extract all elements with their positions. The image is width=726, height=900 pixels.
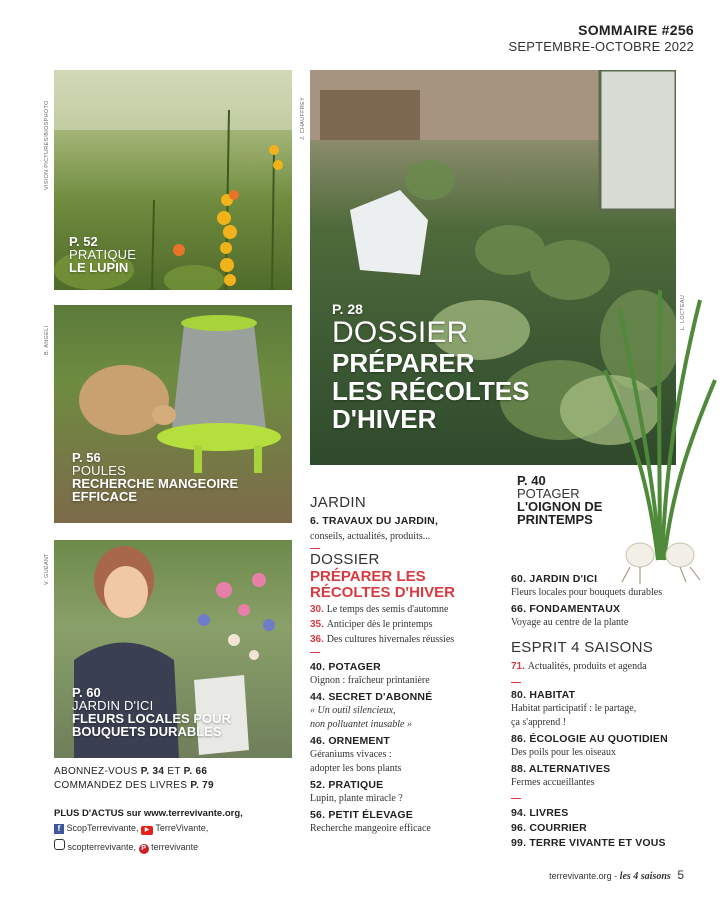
facebook-handle[interactable]: ScopTerrevivante,: [66, 823, 139, 833]
youtube-icon[interactable]: ▶: [141, 826, 153, 835]
toc-num: 30.: [310, 604, 324, 615]
dossier-category: DOSSIER: [332, 316, 469, 349]
facebook-icon[interactable]: f: [54, 824, 64, 834]
pinterest-handle[interactable]: terrevivante: [151, 842, 199, 852]
toc-secret[interactable]: 44. SECRET D'ABONNÉ: [310, 691, 433, 703]
divider: [310, 548, 320, 549]
dossier-toc-title-2[interactable]: RÉCOLTES D'HIVER: [310, 584, 455, 601]
page-footer: [549, 868, 684, 882]
toc-livres[interactable]: 94. LIVRES: [511, 807, 569, 819]
esprit-heading: ESPRIT 4 SAISONS: [511, 639, 654, 656]
page-number: 5: [677, 868, 684, 882]
youtube-handle[interactable]: TerreVivante,: [155, 823, 209, 833]
toc-pratique[interactable]: 52. PRATIQUE: [310, 779, 384, 791]
divider: [511, 682, 521, 683]
toc-fondamentaux[interactable]: 66. FONDAMENTAUX: [511, 603, 621, 615]
photo-credit: L. LOCTEAU: [680, 294, 686, 330]
toc-ornement[interactable]: 46. ORNEMENT: [310, 735, 390, 747]
toc-terre-vivante[interactable]: 99. TERRE VIVANTE ET VOUS: [511, 837, 666, 849]
toc-jardin-sub: conseils, actualités, produits...: [310, 531, 431, 542]
toc-num: 71.: [511, 661, 525, 672]
subscribe-line: [54, 766, 214, 777]
onion-illustration: [600, 290, 720, 590]
photo-credit: J. CHAUFFREY: [300, 96, 306, 140]
toc-dossier-item-1[interactable]: [310, 602, 454, 617]
website-link[interactable]: sur www.terrevivante.org,: [126, 808, 243, 819]
toc-potager[interactable]: 40. POTAGER: [310, 661, 381, 673]
oignon-page: P. 40: [517, 473, 546, 488]
toc-habitat-sub-2: ça s'apprend !: [511, 717, 567, 728]
toc-num: 35.: [310, 619, 324, 630]
toc-ornement-sub-1: Géraniums vivaces :: [310, 749, 392, 760]
more-news-label: PLUS D'ACTUS: [54, 808, 124, 819]
jardin-category: JARDIN D'ICI: [72, 698, 154, 713]
jardin-heading: JARDIN: [310, 494, 366, 511]
instagram-handle[interactable]: scopterrevivante,: [67, 842, 137, 852]
lupin-title: LE LUPIN: [69, 260, 129, 275]
toc-ornement-sub-2: adopter les bons plants: [310, 763, 402, 774]
books-label: COMMANDEZ DES LIVRES: [54, 780, 188, 791]
dossier-title-line2: LES RÉCOLTES: [332, 376, 530, 406]
footer-brand: les 4 saisons: [619, 871, 671, 882]
books-page-link[interactable]: P. 79: [190, 780, 214, 791]
photo-credit: VISION PICTURES/BIOSPHOTO: [44, 100, 50, 190]
jardin-title-line1: FLEURS LOCALES POUR: [72, 711, 231, 726]
lupin-category: PRATIQUE: [69, 247, 137, 262]
oignon-title-line2: PRINTEMPS: [517, 512, 593, 527]
toc-secret-sub-1: « Un outil silencieux,: [310, 705, 396, 716]
toc-jardin-ici[interactable]: 60. JARDIN D'ICI: [511, 573, 598, 585]
more-news-line: [54, 808, 243, 819]
dossier-title-line1: PRÉPARER: [332, 348, 475, 378]
dossier-page: P. 28: [332, 301, 363, 317]
toc-text: Des cultures hivernales réussies: [326, 634, 455, 645]
lupin-page: P. 52: [69, 234, 98, 249]
toc-alternatives-sub: Fermes accueillantes: [511, 777, 595, 788]
subscribe-page-link-2[interactable]: P. 66: [183, 766, 208, 777]
toc-secret-sub-2: non polluantet inusable »: [310, 719, 412, 730]
subscribe-page-link[interactable]: P. 34: [140, 766, 165, 777]
toc-fondamentaux-sub: Voyage au centre de la plante: [511, 617, 629, 628]
books-line: [54, 780, 214, 791]
toc-potager-sub: Oignon : fraîcheur printanière: [310, 675, 430, 686]
toc-dossier-item-2[interactable]: [310, 617, 454, 632]
toc-text: Actualités, produits et agenda: [527, 661, 647, 672]
oignon-title-line1: L'OIGNON DE: [517, 499, 603, 514]
toc-ecologie-sub: Des poils pour les oiseaux: [511, 747, 616, 758]
toc-ecologie[interactable]: 86. ÉCOLOGIE AU QUOTIDIEN: [511, 733, 668, 745]
dossier-toc-title-1[interactable]: PRÉPARER LES: [310, 568, 426, 585]
poules-page: P. 56: [72, 450, 101, 465]
dossier-heading: DOSSIER: [310, 551, 380, 568]
poules-category: POULES: [72, 463, 126, 478]
pinterest-icon[interactable]: P: [139, 844, 149, 854]
poules-title-line1: RECHERCHE MANGEOIRE: [72, 476, 239, 491]
jardin-title-line2: BOUQUETS DURABLES: [72, 724, 222, 739]
jardin-page: P. 60: [72, 685, 101, 700]
toc-elevage-sub: Recherche mangeoire efficace: [310, 823, 431, 834]
toc-text: Anticiper dès le printemps: [326, 619, 433, 630]
jardin-photo[interactable]: [54, 540, 292, 758]
toc-num: 36.: [310, 634, 324, 645]
instagram-icon[interactable]: [54, 839, 65, 850]
toc-alternatives[interactable]: 88. ALTERNATIVES: [511, 763, 611, 775]
photo-credit: V. GUÉANT: [44, 553, 50, 585]
divider: [511, 798, 521, 799]
issue-label: SOMMAIRE #256: [578, 22, 694, 38]
toc-dossier-item-3[interactable]: [310, 632, 454, 647]
toc-elevage[interactable]: 56. PETIT ÉLEVAGE: [310, 809, 413, 821]
toc-text: Le temps des semis d'automne: [326, 604, 449, 615]
subscribe-label: ABONNEZ-VOUS: [54, 766, 138, 777]
toc-actualites[interactable]: [511, 660, 647, 674]
toc-jardin-travaux[interactable]: 6. TRAVAUX DU JARDIN,: [310, 515, 439, 527]
toc-habitat[interactable]: 80. HABITAT: [511, 689, 576, 701]
poules-title-line2: EFFICACE: [72, 489, 137, 504]
toc-habitat-sub-1: Habitat participatif : le partage,: [511, 703, 637, 714]
toc-courrier[interactable]: 96. COURRIER: [511, 822, 587, 834]
issue-date: SEPTEMBRE-OCTOBRE 2022: [508, 39, 694, 54]
oignon-category: POTAGER: [517, 486, 580, 501]
lupin-photo[interactable]: [54, 70, 292, 290]
toc-pratique-sub: Lupin, plante miracle ?: [310, 793, 403, 804]
dossier-title-line3: D'HIVER: [332, 404, 437, 434]
divider: [310, 652, 320, 653]
footer-site[interactable]: terrevivante.org -: [549, 871, 618, 881]
subscribe-et: ET: [167, 766, 181, 777]
photo-credit: B. ANGELI: [44, 325, 50, 355]
poules-photo[interactable]: [54, 305, 292, 523]
toc-jardin-ici-sub: Fleurs locales pour bouquets durables: [511, 587, 663, 598]
